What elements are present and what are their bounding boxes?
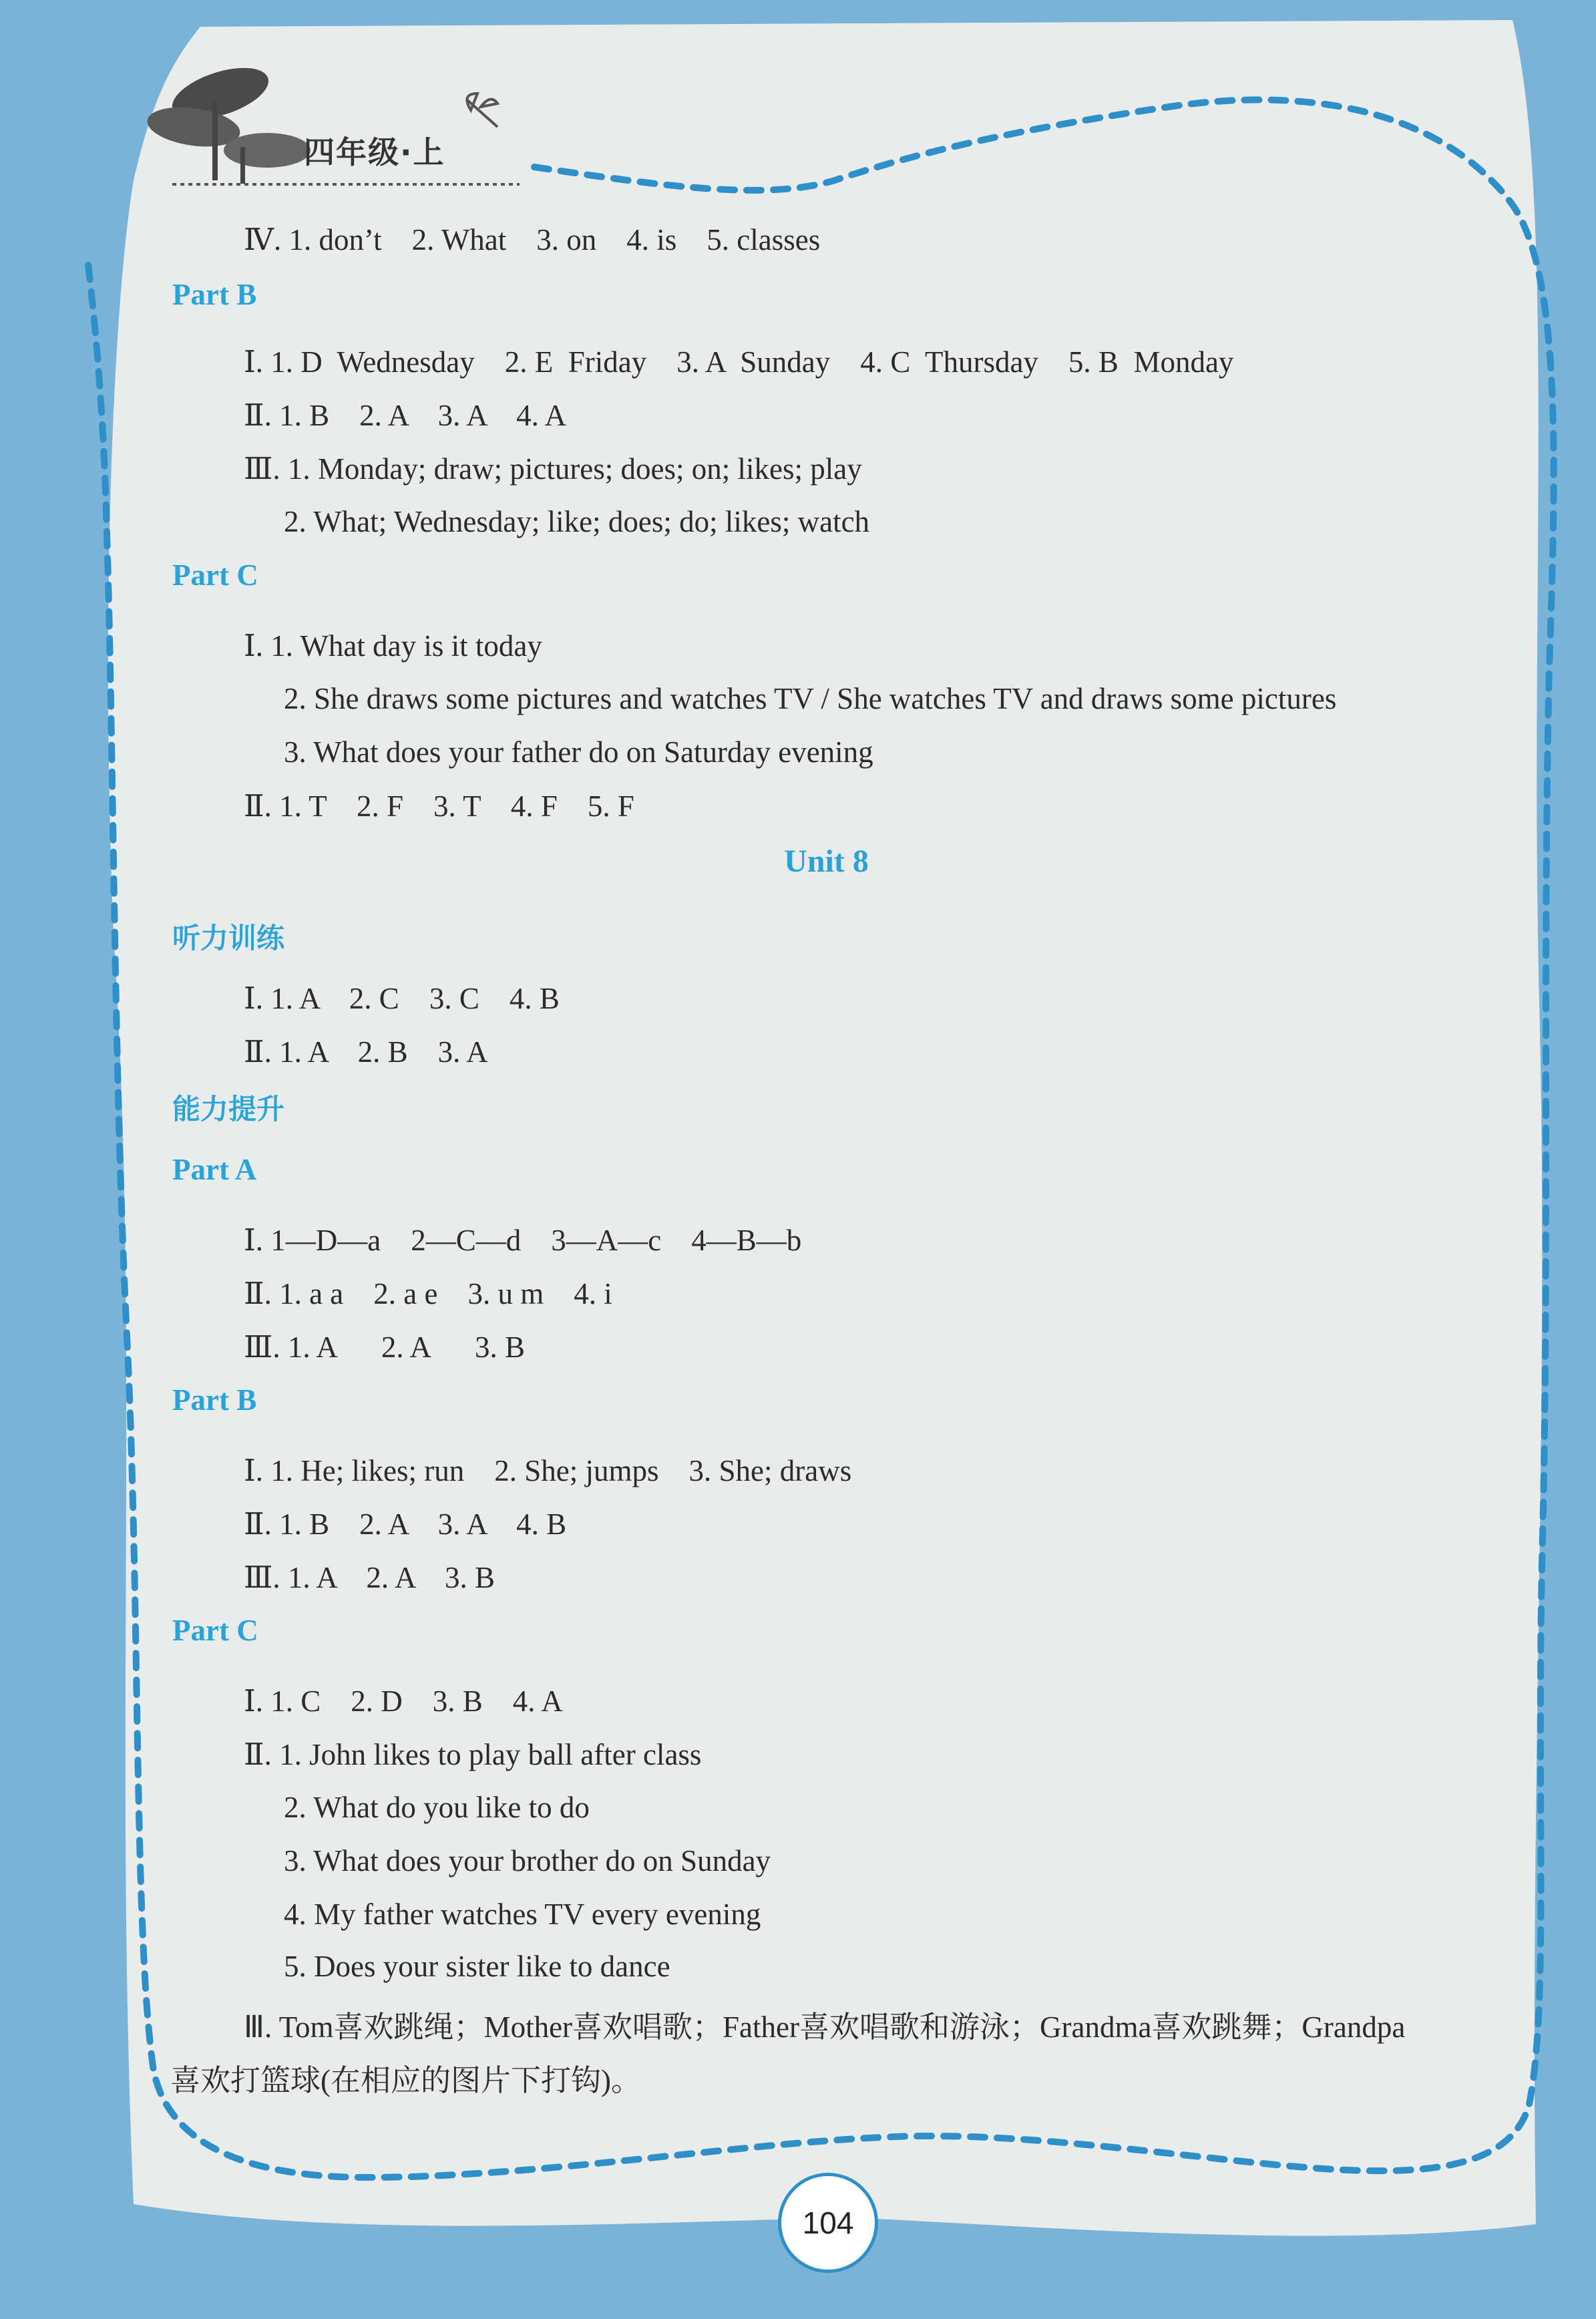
section-heading: Part B xyxy=(172,1383,257,1417)
unit-title: Unit 8 xyxy=(784,844,869,879)
answer-line: Ⅲ. 1. A 2. A 3. B xyxy=(244,1561,495,1594)
section-heading: 能力提升 xyxy=(172,1093,285,1125)
answer-line: Ⅲ. 1. A 2. A 3. B xyxy=(244,1330,525,1364)
section-heading: Part A xyxy=(172,1153,257,1186)
answer-line: Ⅱ. 1. a a 2. a e 3. u m 4. i xyxy=(244,1277,612,1310)
answer-line: 2. What do you like to do xyxy=(284,1791,590,1824)
section-heading: Part C xyxy=(172,1614,258,1647)
section-heading: 听力训练 xyxy=(172,922,285,954)
answer-line: Ⅱ. 1. B 2. A 3. A 4. A xyxy=(244,399,567,432)
answer-line: 5. Does your sister like to dance xyxy=(284,1950,670,1983)
answer-line: Ⅰ. 1. C 2. D 3. B 4. A xyxy=(244,1684,563,1718)
answer-line: Ⅰ. 1. What day is it today xyxy=(244,629,542,663)
answer-line: Ⅱ. 1. A 2. B 3. A xyxy=(244,1035,488,1069)
header-title: 四年级·上 xyxy=(304,134,445,170)
answer-line: Ⅰ. 1. D Wednesday 2. E Friday 3. A Sunday 4. C Thursday 5. B Monday xyxy=(244,345,1234,379)
answer-line: 3. What does your brother do on Sunday xyxy=(284,1844,771,1878)
section-heading: Part C xyxy=(172,558,258,592)
answer-line: Ⅳ. 1. don’t 2. What 3. on 4. is 5. classes xyxy=(244,223,821,256)
answer-line: Ⅰ. 1—D—a 2—C—d 3—A—c 4—B—b xyxy=(244,1224,802,1257)
answer-line: Ⅰ. 1. He; likes; run 2. She; jumps 3. She; draws xyxy=(244,1454,852,1487)
answer-line: Ⅰ. 1. A 2. C 3. C 4. B xyxy=(244,982,560,1015)
answer-line: 2. What; Wednesday; like; does; do; likes; watch xyxy=(284,505,870,538)
answer-line: Ⅲ. 1. Monday; draw; pictures; does; on; likes; play xyxy=(244,452,862,486)
answer-line: 4. My father watches TV every evening xyxy=(284,1898,761,1931)
answer-line: 2. She draws some pictures and watches TV / She watches TV and draws some pictures xyxy=(284,682,1337,715)
answer-line: 喜欢打篮球(在相应的图片下打钩)。 xyxy=(170,2064,641,2097)
page-number: 104 xyxy=(778,2173,878,2273)
answer-line: Ⅲ. Tom喜欢跳绳；Mother喜欢唱歌；Father喜欢唱歌和游泳；Grandma喜欢跳舞；Grandpa xyxy=(244,2010,1406,2044)
answer-line: Ⅱ. 1. T 2. F 3. T 4. F 5. F xyxy=(244,789,634,823)
section-heading: Part B xyxy=(172,278,257,311)
answer-line: 3. What does your father do on Saturday evening xyxy=(284,735,873,769)
answer-line: Ⅱ. 1. John likes to play ball after class xyxy=(244,1738,702,1771)
answer-line: Ⅱ. 1. B 2. A 3. A 4. B xyxy=(244,1507,567,1541)
